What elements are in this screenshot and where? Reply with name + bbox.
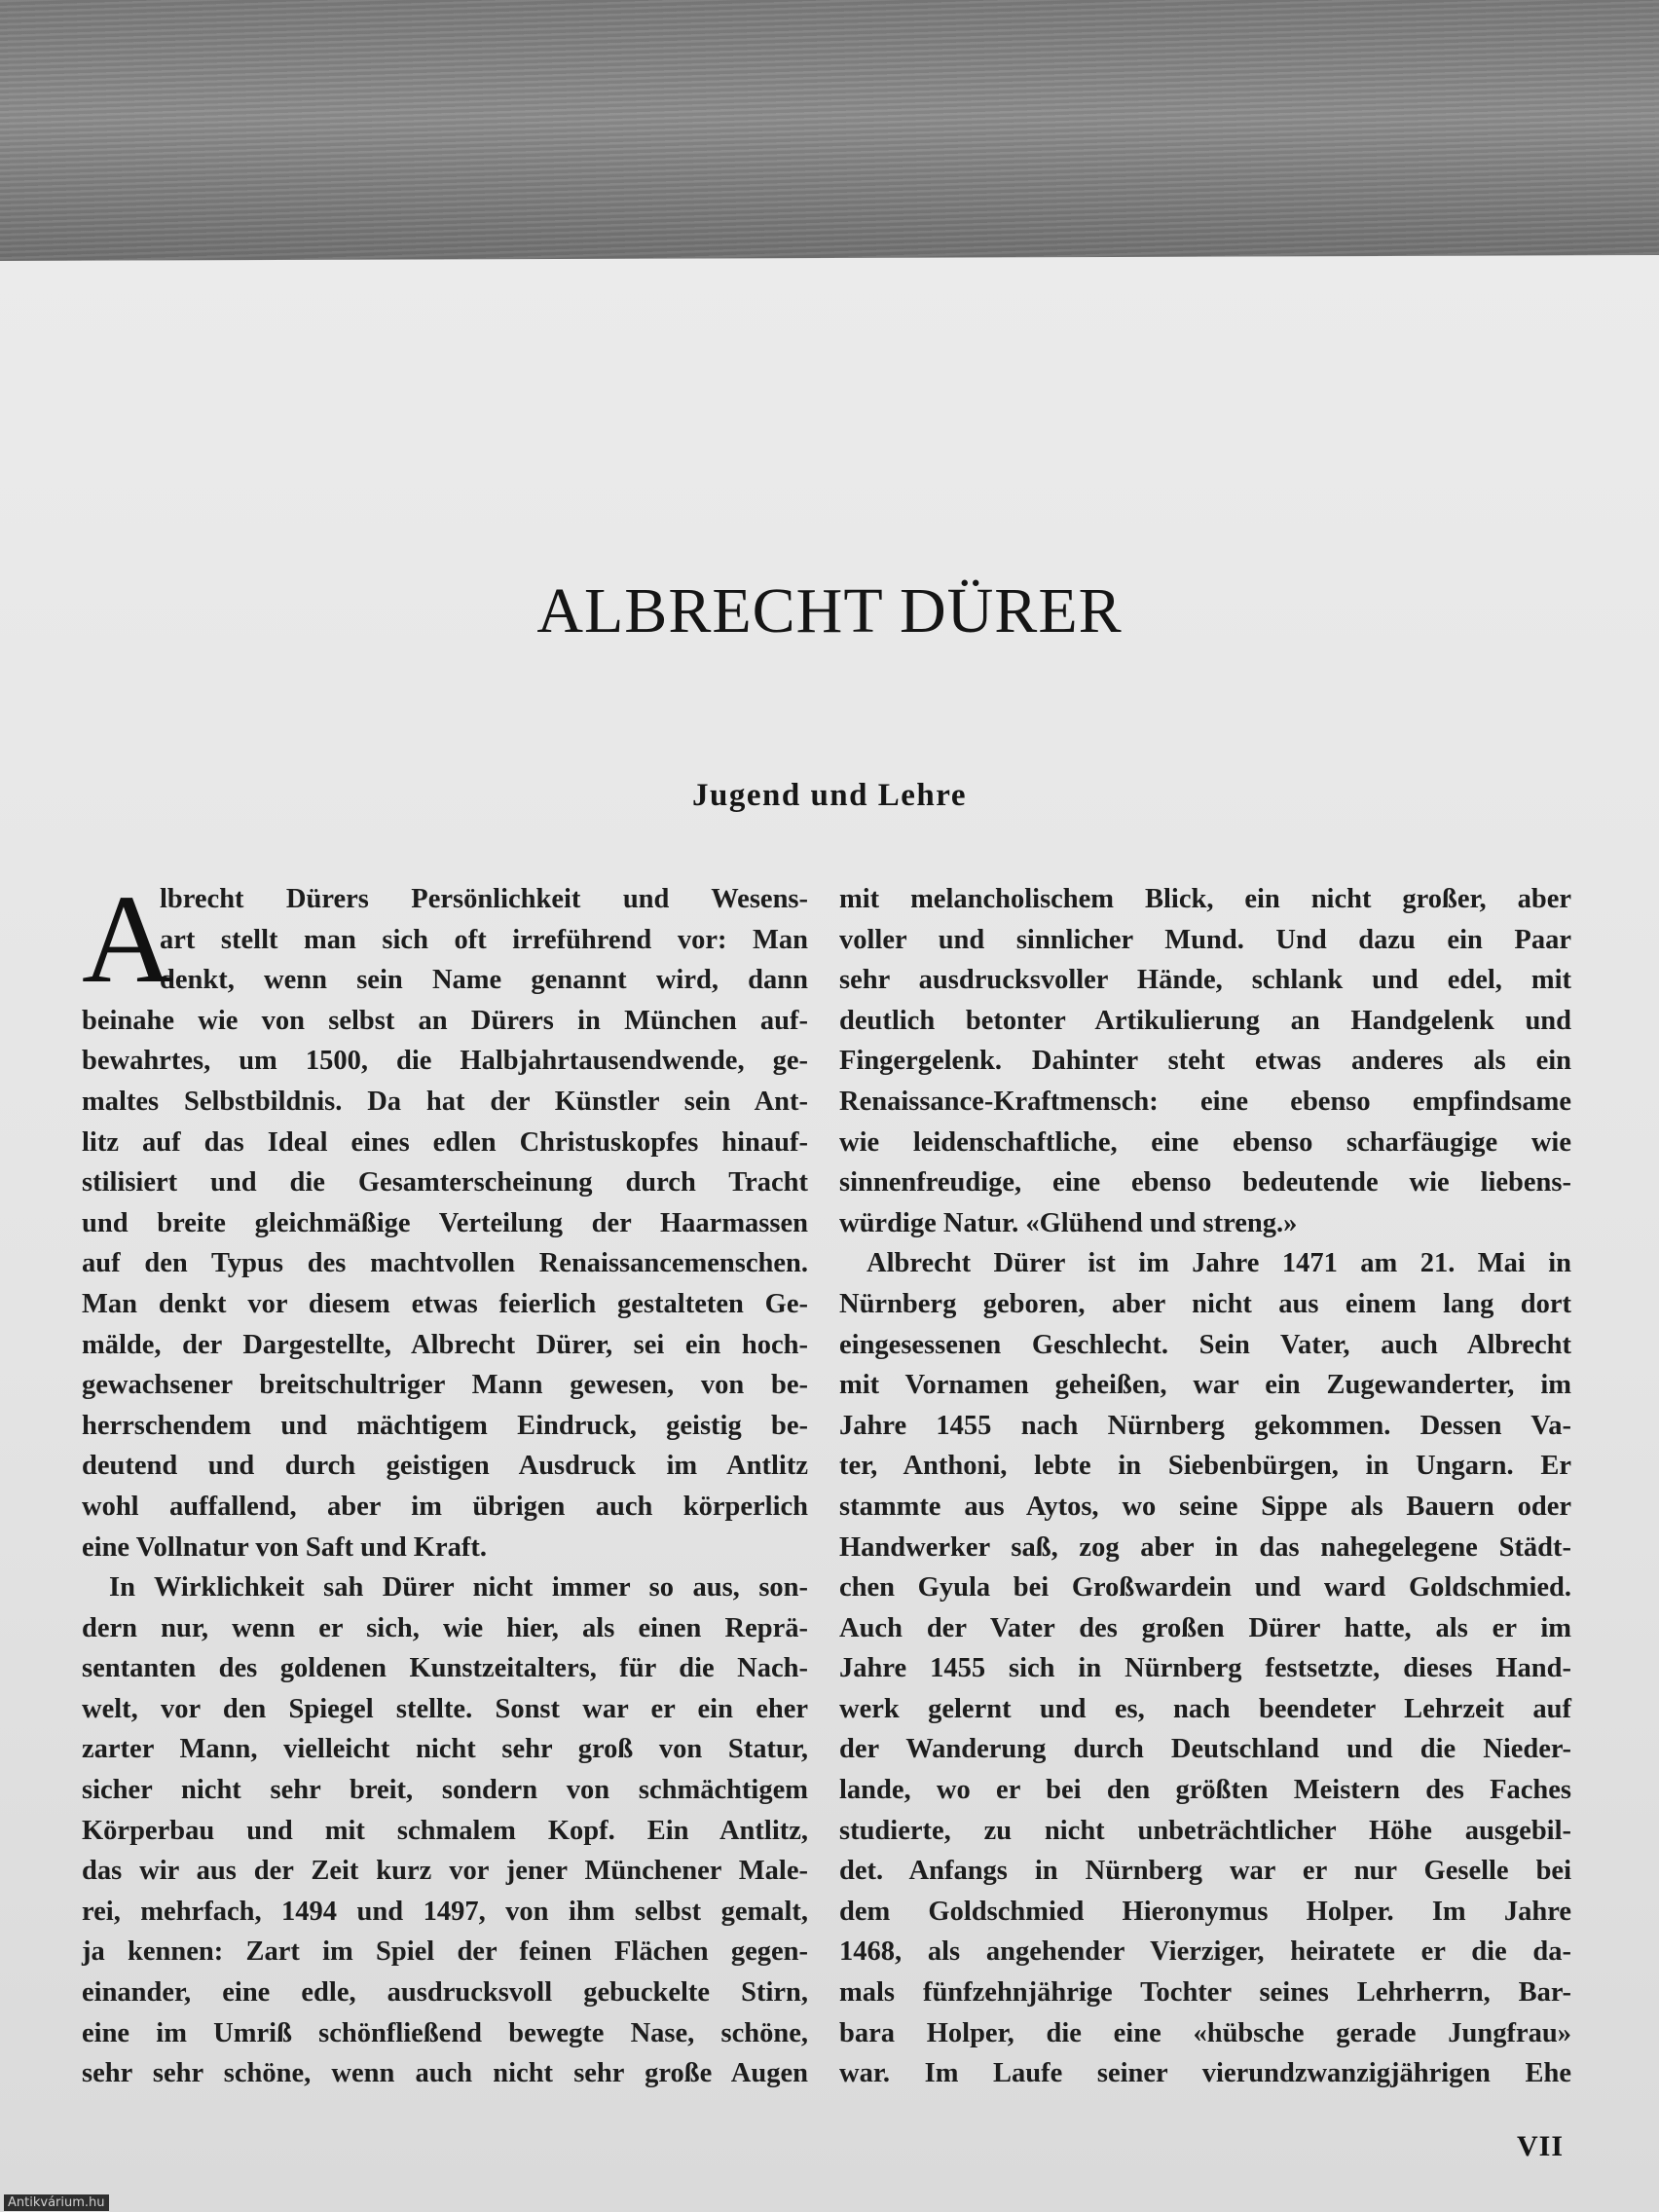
- right-text-column: [839, 879, 1571, 2094]
- page-number: VII: [1517, 2130, 1565, 2162]
- text-line: det. Anfangs in Nürnberg war er nur Geselle bei: [839, 1856, 1571, 1887]
- page-title: ALBRECHT DÜRER: [536, 575, 1123, 646]
- left-text-column: [82, 869, 808, 2094]
- text-line: mälde, der Dargestellte, Albrecht Dürer, sei ein hoch-: [82, 1329, 808, 1360]
- watermark-label: Antikvárium.hu: [4, 2194, 109, 2211]
- text-line: bewahrtes, um 1500, die Halbjahrtausendwende, ge-: [82, 1046, 808, 1077]
- text-line: Fingergelenk. Dahinter steht etwas anderes als ein: [839, 1046, 1571, 1077]
- section-heading: Jugend und Lehre: [692, 778, 967, 813]
- text-line: und breite gleichmäßige Verteilung der Haarmassen: [82, 1207, 808, 1238]
- text-line: bara Holper, die eine «hübsche gerade Jungfrau»: [839, 2017, 1571, 2048]
- text-line: voller und sinnlicher Mund. Und dazu ein Paar: [839, 924, 1571, 955]
- text-line: rei, mehrfach, 1494 und 1497, von ihm selbst gemalt,: [82, 1896, 808, 1927]
- text-line: stilisiert und die Gesamterscheinung durch Tracht: [82, 1167, 808, 1198]
- text-line: studierte, zu nicht unbeträchtlicher Höhe ausgebil-: [839, 1815, 1571, 1846]
- text-line: einander, eine edle, ausdrucksvoll gebuckelte Stirn,: [82, 1977, 808, 2009]
- text-line: wohl auffallend, aber im übrigen auch körperlich: [82, 1491, 808, 1522]
- text-line: Renaissance-Kraftmensch: eine ebenso empfindsame: [839, 1086, 1571, 1117]
- text-line: das wir aus der Zeit kurz vor jener Münchener Male-: [82, 1856, 808, 1887]
- text-line: deutend und durch geistigen Ausdruck im Antlitz: [82, 1451, 808, 1482]
- text-line: zarter Mann, vielleicht nicht sehr groß von Statur,: [82, 1734, 808, 1765]
- text-line: Jahre 1455 sich in Nürnberg festsetzte, dieses Hand-: [839, 1653, 1571, 1684]
- text-line: art stellt man sich oft irreführend vor: Man: [160, 924, 808, 955]
- text-line: gewachsener breitschultriger Mann gewesen, von be-: [82, 1370, 808, 1401]
- text-line: werk gelernt und es, nach beendeter Lehrzeit auf: [839, 1693, 1571, 1724]
- text-line: auf den Typus des machtvollen Renaissancemenschen.: [82, 1248, 808, 1279]
- text-line: lbrecht Dürers Persönlichkeit und Wesens-: [160, 884, 808, 914]
- text-line: lande, wo er bei den größten Meistern des Faches: [839, 1775, 1571, 1806]
- text-line: mit Vornamen geheißen, war ein Zugewanderter, im: [839, 1370, 1571, 1401]
- text-line: mals fünfzehnjährige Tochter seines Lehrherrn, Bar-: [839, 1977, 1571, 2009]
- text-line: sinnenfreudige, eine ebenso bedeutende wie liebens-: [839, 1167, 1571, 1198]
- table-surface-background: [0, 0, 1659, 261]
- text-line: Auch der Vater des großen Dürer hatte, als er im: [839, 1612, 1571, 1643]
- text-line: sicher nicht sehr breit, sondern von schmächtigem: [82, 1775, 808, 1806]
- text-line: herrschendem und mächtigem Eindruck, geistig be-: [82, 1410, 808, 1441]
- text-line: wie leidenschaftliche, eine ebenso scharfäugige wie: [839, 1126, 1571, 1158]
- text-line: eine im Umriß schönfließend bewegte Nase, schöne,: [82, 2017, 808, 2048]
- text-line: Handwerker saß, zog aber in das nahegelegene Städt-: [839, 1531, 1571, 1563]
- text-line: welt, vor den Spiegel stellte. Sonst war er ein eher: [82, 1693, 808, 1724]
- text-line: dern nur, wenn er sich, wie hier, als einen Reprä-: [82, 1612, 808, 1643]
- text-line: Jahre 1455 nach Nürnberg gekommen. Dessen Va-: [839, 1410, 1571, 1441]
- text-line: der Wanderung durch Deutschland und die Nieder-: [839, 1734, 1571, 1765]
- text-line: würdige Natur. «Glühend und streng.»: [839, 1207, 1298, 1238]
- text-line: eingesessenen Geschlecht. Sein Vater, auch Albrecht: [839, 1329, 1571, 1360]
- text-line: Körperbau und mit schmalem Kopf. Ein Antlitz,: [82, 1815, 808, 1846]
- text-line: sentanten des goldenen Kunstzeitalters, für die Nach-: [82, 1653, 808, 1684]
- text-line: In Wirklichkeit sah Dürer nicht immer so aus, son-: [109, 1572, 808, 1604]
- text-line: war. Im Laufe seiner vierundzwanzigjährigen Ehe: [839, 2058, 1571, 2089]
- text-line: chen Gyula bei Großwardein und ward Goldschmied.: [839, 1572, 1571, 1604]
- text-line: eine Vollnatur von Saft und Kraft.: [82, 1531, 487, 1563]
- text-line: deutlich betonter Artikulierung an Handgelenk und: [839, 1005, 1571, 1036]
- text-line: denkt, wenn sein Name genannt wird, dann: [160, 965, 808, 996]
- text-line: ja kennen: Zart im Spiel der feinen Flächen gegen-: [82, 1936, 808, 1968]
- text-line: 1468, als angehender Vierziger, heiratete er die da-: [839, 1936, 1571, 1968]
- text-line: stammte aus Aytos, wo seine Sippe als Bauern oder: [839, 1491, 1571, 1522]
- text-line: litz auf das Ideal eines edlen Christuskopfes hinauf-: [82, 1126, 808, 1158]
- text-line: sehr ausdrucksvoller Hände, schlank und edel, mit: [839, 965, 1571, 996]
- text-line: Albrecht Dürer ist im Jahre 1471 am 21. Mai in: [866, 1248, 1571, 1279]
- text-line: dem Goldschmied Hieronymus Holper. Im Jahre: [839, 1896, 1571, 1927]
- drop-cap: A: [82, 869, 173, 1010]
- text-line: sehr sehr schöne, wenn auch nicht sehr große Augen: [82, 2058, 808, 2089]
- text-line: mit melancholischem Blick, ein nicht großer, aber: [839, 884, 1571, 914]
- text-line: Man denkt vor diesem etwas feierlich gestalteten Ge-: [82, 1288, 808, 1319]
- text-line: beinahe wie von selbst an Dürers in München auf-: [82, 1005, 808, 1036]
- text-line: ter, Anthoni, lebte in Siebenbürgen, in Ungarn. Er: [839, 1451, 1571, 1482]
- text-line: Nürnberg geboren, aber nicht aus einem lang dort: [839, 1288, 1571, 1319]
- text-line: maltes Selbstbildnis. Da hat der Künstler sein Ant-: [82, 1086, 808, 1117]
